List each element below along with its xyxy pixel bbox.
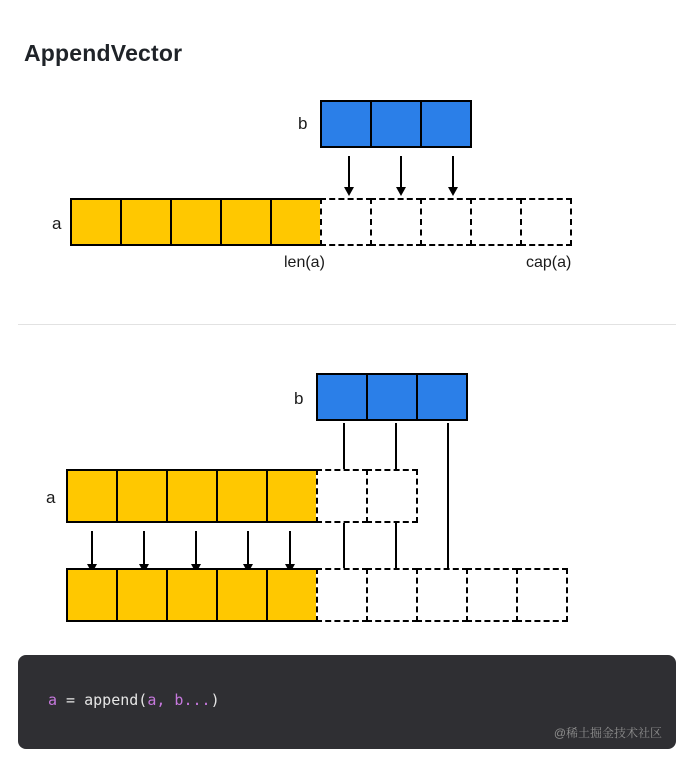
bottom-a-cell: [216, 469, 268, 523]
top-a-empty-cell: [470, 198, 522, 246]
bottom-b-label: b: [294, 389, 304, 408]
bottom-a-cell: [166, 469, 218, 523]
bottom-a-arrow-3: [195, 531, 197, 565]
bottom-b-cell: [416, 373, 468, 421]
top-a-cell: [220, 198, 272, 246]
top-a-empty-cell: [420, 198, 472, 246]
code-arg: a, b...: [147, 691, 211, 709]
bottom-a-empty-cell: [366, 469, 418, 523]
top-b-cell: [420, 100, 472, 148]
bottom-a-cell: [266, 469, 318, 523]
code-var: a: [48, 691, 58, 709]
bottom-result-empty-cell: [416, 568, 468, 622]
bottom-b-arrow-3: [447, 423, 449, 571]
watermark: @稀土掘金技术社区: [553, 726, 662, 740]
top-arrow-1: [348, 156, 350, 188]
top-a-empty-cell: [520, 198, 572, 246]
code-block: [18, 655, 676, 749]
bottom-a-empty: [316, 469, 418, 523]
page-title: AppendVector: [24, 40, 183, 66]
bottom-a-arrow-2: [143, 531, 145, 565]
top-a-label: a: [52, 214, 62, 233]
code-text: = append(: [57, 691, 148, 709]
bottom-a-cell: [66, 469, 118, 523]
bottom-b-cell: [366, 373, 418, 421]
top-b-cell: [370, 100, 422, 148]
top-b-cell: [320, 100, 372, 148]
top-a-cell: [120, 198, 172, 246]
bottom-result-empty-cell: [466, 568, 518, 622]
bottom-result-cell: [66, 568, 118, 622]
top-a-empty-cell: [370, 198, 422, 246]
top-arrow-3: [452, 156, 454, 188]
bottom-result-cell: [266, 568, 318, 622]
top-b-array: [320, 100, 472, 148]
top-a-cell: [170, 198, 222, 246]
bottom-result-empty-cell: [366, 568, 418, 622]
bottom-a-empty-cell: [316, 469, 368, 523]
bottom-result-filled: [66, 568, 318, 622]
top-arrow-2: [400, 156, 402, 188]
bottom-result-empty-cell: [516, 568, 568, 622]
bottom-b-cell: [316, 373, 368, 421]
top-len-caption: len(a): [284, 254, 325, 271]
top-a-cell: [270, 198, 322, 246]
top-cap-caption: cap(a): [526, 254, 572, 271]
top-a-empty-cell: [320, 198, 372, 246]
top-a-cell: [70, 198, 122, 246]
bottom-result-cell: [116, 568, 168, 622]
code-line: [48, 691, 220, 709]
bottom-a-cell: [116, 469, 168, 523]
bottom-b-array: [316, 373, 468, 421]
bottom-result-empty: [316, 568, 568, 622]
bottom-result-cell: [166, 568, 218, 622]
section-divider: [18, 324, 676, 325]
bottom-result-empty-cell: [316, 568, 368, 622]
bottom-a-arrow-1: [91, 531, 93, 565]
bottom-a-filled: [66, 469, 318, 523]
bottom-result-cell: [216, 568, 268, 622]
bottom-a-arrow-5: [289, 531, 291, 565]
top-a-filled: [70, 198, 322, 246]
top-b-label: b: [298, 114, 308, 133]
bottom-a-arrow-4: [247, 531, 249, 565]
code-close: ): [210, 691, 220, 709]
top-a-empty: [320, 198, 572, 246]
bottom-a-label: a: [46, 488, 56, 507]
